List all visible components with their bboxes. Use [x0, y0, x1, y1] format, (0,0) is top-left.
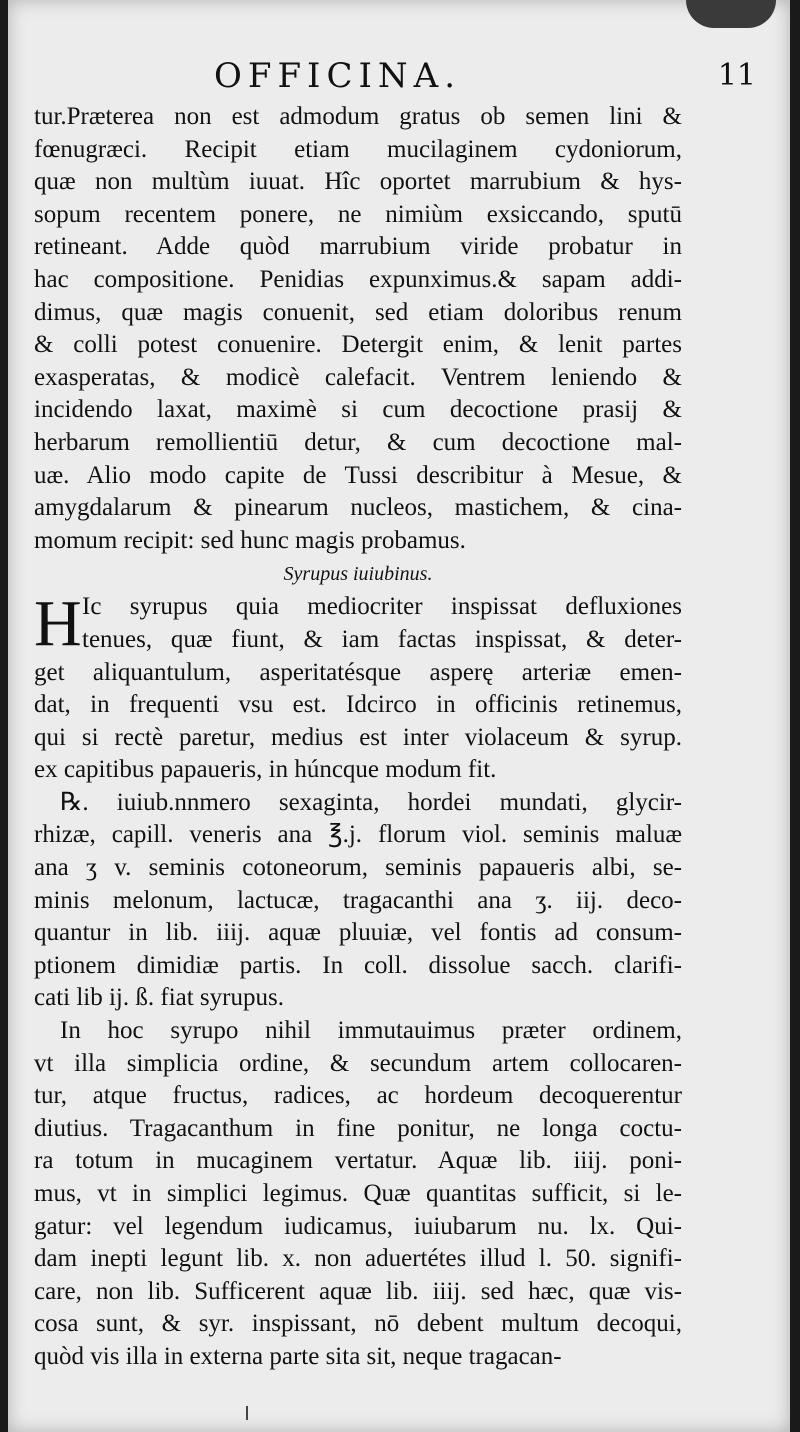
text-line: amygdalarum & pinearum nucleos, mastichem, & cina-	[34, 494, 682, 522]
page-number: 11	[717, 58, 756, 93]
section-heading: Syrupus iuiubinus.	[283, 563, 433, 586]
text-line: hac compositione. Penidias expunximus.& sapam addi-	[34, 265, 682, 293]
page-header	[8, 56, 790, 96]
paragraph-4	[34, 1015, 682, 1374]
text-line: tur.Præterea non est admodum gratus ob semen lini &	[34, 103, 682, 130]
text-line: qui si rectè paretur, medius est inter violaceum & syrup.	[34, 723, 682, 751]
text-line: retineant. Adde quòd marrubium viride probatur in	[34, 233, 682, 261]
text-line: sopum recentem ponere, ne nimiùm exsiccando, sputū	[34, 200, 682, 228]
text-line: care, non lib. Sufficerent aquæ lib. iiij. sed hæc, quæ vis-	[34, 1277, 682, 1305]
text-line: minis melonum, lactucæ, tragacanthi ana ʒ. iij. deco-	[34, 886, 682, 914]
paragraph-1	[34, 101, 682, 557]
margin-mark	[246, 1406, 248, 1420]
text-line: ana ʒ v. seminis cotoneorum, seminis papaueris albi, se-	[34, 854, 682, 882]
text-line: vt illa simplicia ordine, & secundum artem collocaren-	[34, 1049, 682, 1077]
text-line: uæ. Alio modo capite de Tussi describitur à Mesue, &	[34, 461, 682, 489]
text-line: incidendo laxat, maximè si cum decoctione prasij &	[34, 396, 682, 424]
book-page	[8, 0, 790, 1432]
text-line: Ic syrupus quia mediocriter inspissat defluxiones	[82, 593, 682, 621]
body-text	[34, 101, 682, 1374]
paragraph-2	[34, 587, 682, 787]
text-line: diutius. Tragacanthum in fine ponitur, ne longa coctu-	[34, 1114, 682, 1142]
text-line: & colli potest conuenire. Detergit enim, & lenit partes	[34, 331, 682, 359]
text-line: In hoc syrupo nihil immutauimus præter ordinem,	[60, 1017, 682, 1045]
text-line: tur, atque fructus, radices, ac hordeum decoquerentur	[34, 1082, 682, 1110]
text-line: ex capitibus papaueris, in húncque modum fit.	[34, 756, 497, 784]
text-line: quantur in lib. iiij. aquæ pluuiæ, vel fontis ad consum-	[34, 919, 682, 947]
paragraph-3	[34, 787, 682, 1015]
text-line: rhizæ, capill. veneris ana ℥.j. florum viol. seminis maluæ	[34, 821, 682, 849]
text-line: ra totum in mucaginem vertatur. Aquæ lib. iiij. poni-	[34, 1147, 682, 1175]
text-line: ℞. iuiub.nnmero sexaginta, hordei mundati, glycir-	[60, 788, 682, 816]
text-line: gatur: vel legendum iudicamus, iuiubarum nu. lx. Qui-	[34, 1212, 682, 1240]
text-line: cosa sunt, & syr. inspissant, nō debent multum decoqui,	[34, 1310, 682, 1338]
drop-capital: H	[34, 587, 82, 661]
text-line: ptionem dimidiæ partis. In coll. dissolue sacch. clarifi-	[34, 951, 682, 979]
running-head: OFFICINA.	[214, 56, 462, 96]
text-line: dat, in frequenti vsu est. Idcirco in officinis retinemus,	[34, 691, 682, 719]
text-line: mus, vt in simplici legimus. Quæ quantitas sufficit, si le-	[34, 1180, 682, 1207]
text-line: quæ non multùm iuuat. Hîc oportet marrubium & hys-	[34, 168, 682, 196]
text-line: dam inepti legunt lib. x. non aduertétes illud l. 50. signifi-	[34, 1245, 682, 1273]
text-line: get aliquantulum, asperitatésque asperę arteriæ emen-	[34, 658, 682, 686]
text-line: tenues, quæ fiunt, & iam factas inspissat, & deter-	[82, 625, 682, 653]
text-line: dimus, quæ magis conuenit, sed etiam doloribus renum	[34, 298, 682, 326]
text-line: fœnugræci. Recipit etiam mucilaginem cydoniorum,	[34, 135, 682, 163]
text-line: herbarum remollientiū detur, & cum decoctione mal-	[34, 428, 682, 456]
text-line: momum recipit: sed hunc magis probamus.	[34, 526, 466, 554]
text-line: quòd vis illa in externa parte sita sit, neque tragacan-	[34, 1342, 562, 1370]
text-line: exasperatas, & modicè calefacit. Ventrem leniendo &	[34, 363, 682, 391]
text-line: cati lib ij. ß. fiat syrupus.	[34, 984, 284, 1012]
